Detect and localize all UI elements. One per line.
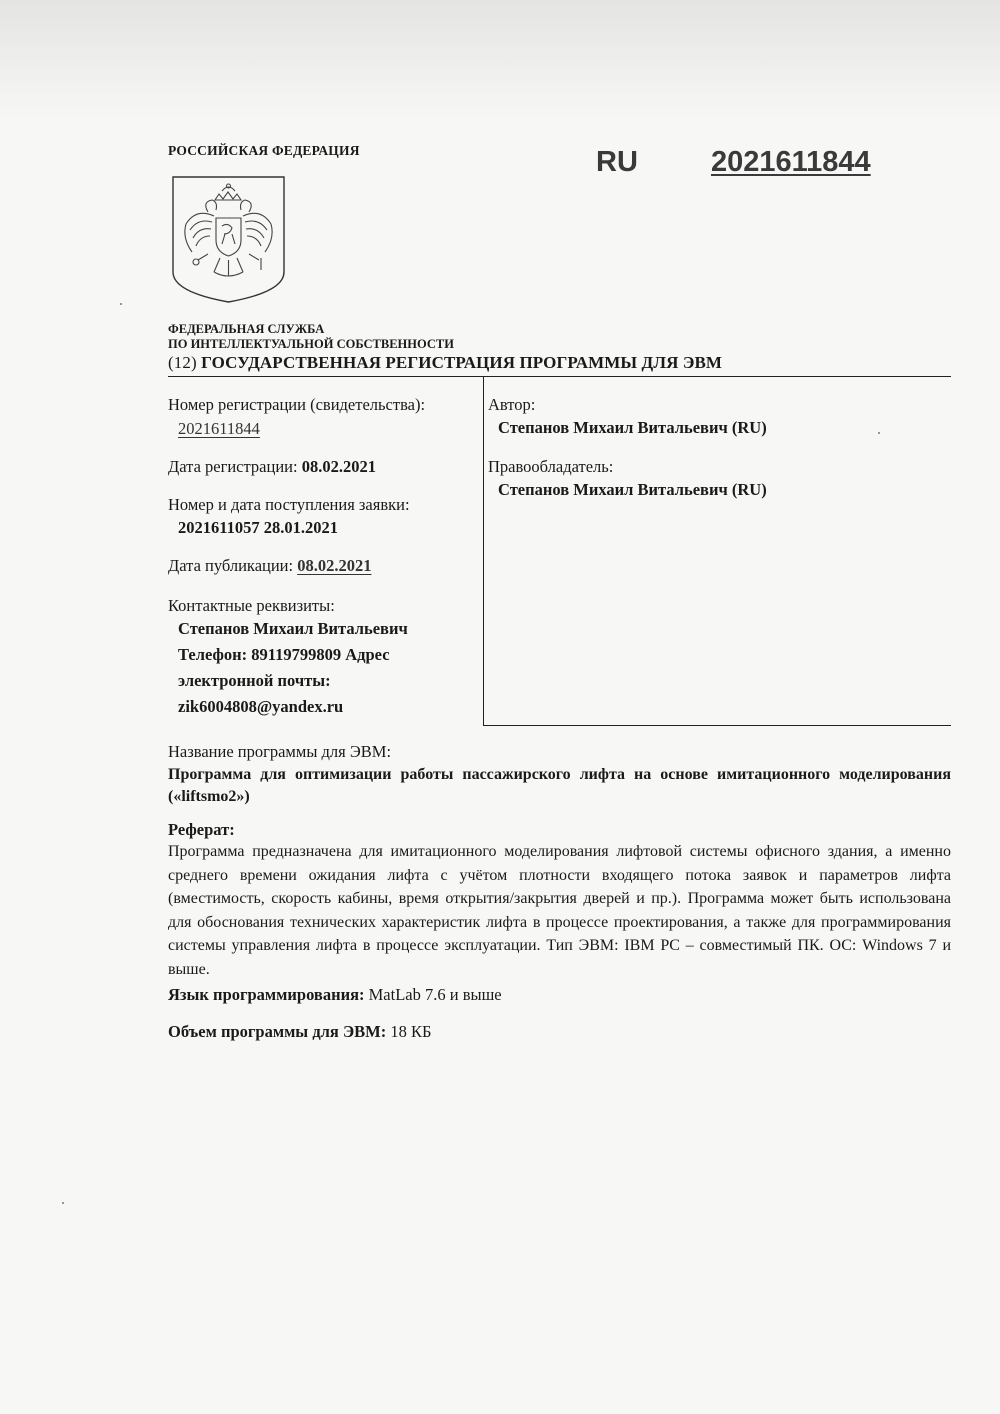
language-row <box>168 985 502 1005</box>
publication-date[interactable]: 08.02.2021 <box>297 556 372 575</box>
contacts-name: Степанов Михаил Витальевич <box>178 619 408 638</box>
title-code: (12) <box>168 353 197 372</box>
registration-title <box>168 353 722 373</box>
contacts-block <box>178 616 468 720</box>
bottom-rule <box>483 725 951 726</box>
agency-line-1: ФЕДЕРАЛЬНАЯ СЛУЖБА <box>168 322 325 336</box>
reg-date-label: Дата регистрации: <box>168 457 298 476</box>
scan-speck <box>878 432 880 434</box>
header-rule <box>168 376 951 377</box>
publication-row <box>168 556 371 576</box>
reg-number-label: Номер регистрации (свидетельства): <box>168 395 426 414</box>
abstract-text: Программа предназначена для имитационного моделирования лифтовой системы офисного здания, а именно среднего времени ожидания лифта с учётом плотности входящего потока заявок и параметров лифта (вместимость, скорость кабины, время открытия/закрытия дверей и пр.). Программа может быть использована для обоснования технических характеристик лифта в процессе проектирования, а также для программирования системы управления лифта в процессе эксплуатации. Тип ЭВМ: IBM PC – совместимый ПК. ОС: Windows 7 и выше. <box>168 843 951 978</box>
contacts-email-label: электронной почты: <box>178 671 331 690</box>
author-name: Степанов Михаил Витальевич (RU) <box>498 418 767 437</box>
reg-number-link[interactable]: 2021611844 <box>178 419 260 438</box>
scan-speck <box>120 303 122 305</box>
country-code: RU <box>596 146 638 178</box>
application-label: Номер и дата поступления заявки: <box>168 495 410 514</box>
column-divider <box>483 376 484 725</box>
title-text: ГОСУДАРСТВЕННАЯ РЕГИСТРАЦИЯ ПРОГРАММЫ ДЛЯ ЭВМ <box>201 353 723 372</box>
program-name-label: Название программы для ЭВМ: <box>168 742 392 761</box>
publication-label: Дата публикации: <box>168 556 294 575</box>
scan-shadow <box>0 0 1000 120</box>
author-label: Автор: <box>488 395 536 414</box>
application-value: 2021611057 28.01.2021 <box>178 518 338 537</box>
size-label: Объем программы для ЭВМ: <box>168 1022 387 1041</box>
contacts-email: zik6004808@yandex.ru <box>178 697 344 716</box>
program-name: Программа для оптимизации работы пассажирского лифта на основе имитационного моделирования («liftsmo2») <box>168 766 951 805</box>
language-value: MatLab 7.6 и выше <box>368 985 502 1004</box>
abstract-heading: Реферат: <box>168 820 235 839</box>
holder-label: Правообладатель: <box>488 457 614 476</box>
contacts-phone: Телефон: 89119799809 Адрес <box>178 645 390 664</box>
scan-speck <box>62 1202 64 1204</box>
holder-name: Степанов Михаил Витальевич (RU) <box>498 480 767 499</box>
contacts-label: Контактные реквизиты: <box>168 596 335 615</box>
reg-date: 08.02.2021 <box>301 457 376 476</box>
language-label: Язык программирования: <box>168 985 365 1004</box>
size-value: 18 КБ <box>390 1022 432 1041</box>
size-row <box>168 1022 431 1042</box>
document-number: 2021611844 <box>711 146 871 178</box>
country-name: РОССИЙСКАЯ ФЕДЕРАЦИЯ <box>168 143 360 158</box>
reg-date-row <box>168 457 376 477</box>
agency-name <box>168 322 454 352</box>
agency-line-2: ПО ИНТЕЛЛЕКТУАЛЬНОЙ СОБСТВЕННОСТИ <box>168 337 454 351</box>
russian-coat-of-arms-icon <box>170 174 287 305</box>
